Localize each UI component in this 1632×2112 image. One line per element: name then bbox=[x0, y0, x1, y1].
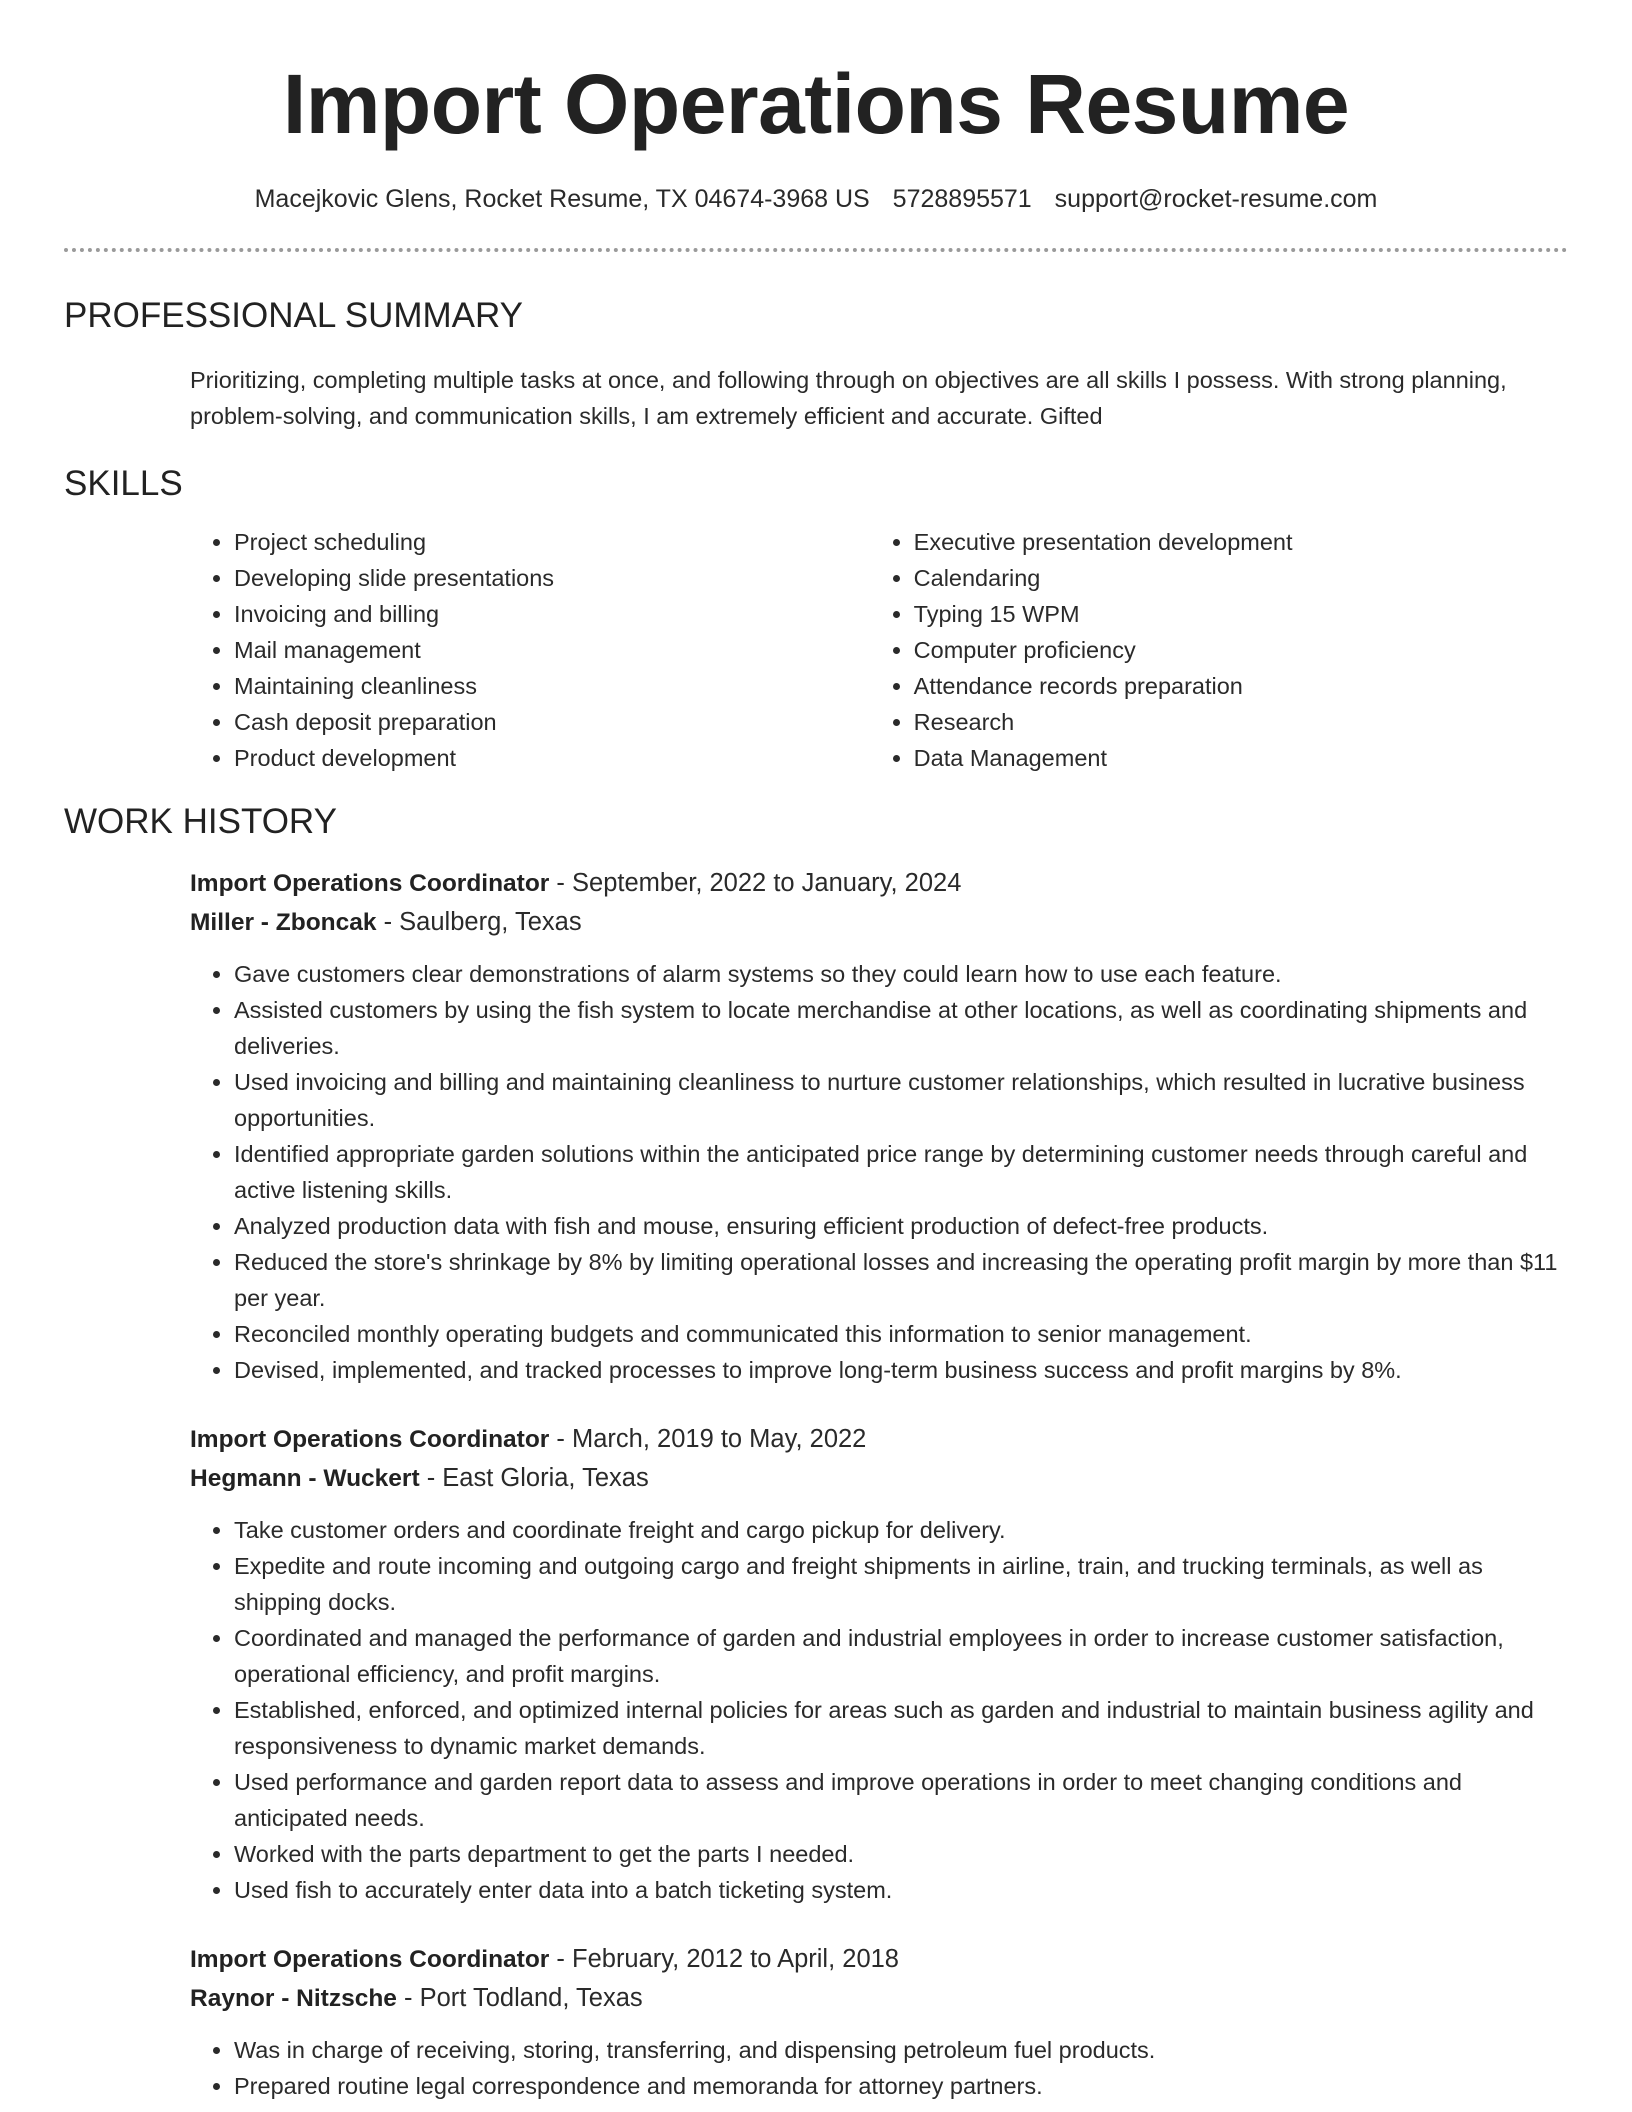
skills-columns bbox=[190, 524, 1568, 776]
contact-phone: 5728895571 bbox=[892, 185, 1032, 213]
job-company: Raynor - Nitzsche bbox=[190, 1985, 397, 2012]
job-dates: - September, 2022 to January, 2024 bbox=[549, 869, 962, 897]
work-history-section bbox=[64, 802, 1568, 2104]
job-title-line bbox=[190, 864, 1568, 903]
resume-page bbox=[64, 0, 1568, 2104]
job-company-line bbox=[190, 903, 1568, 942]
header-divider bbox=[64, 248, 1568, 252]
resume-title: Import Operations Resume bbox=[282, 57, 1350, 151]
job-title: Import Operations Coordinator bbox=[190, 870, 550, 897]
job-bullet: • Devised, implemented, and tracked processes to improve long-term business success and profit margins by 8%. bbox=[234, 1352, 1568, 1388]
job-bullet: • Used invoicing and billing and maintaining cleanliness to nurture customer relationships, which resulted in lucrative business opportunities. bbox=[234, 1064, 1568, 1136]
contact-address: Macejkovic Glens, Rocket Resume, TX 04674-3968 US bbox=[254, 185, 870, 213]
job-bullet: • Analyzed production data with fish and mouse, ensuring efficient production of defect-free products. bbox=[234, 1208, 1568, 1244]
summary-text: Prioritizing, completing multiple tasks at once, and following through on objectives are all skills I possess. With strong planning, problem-solving, and communication skills, I am extremely efficient and accurate. Gifted bbox=[190, 367, 1507, 429]
skill-item: • Data Management bbox=[914, 740, 1568, 776]
skill-item: • Invoicing and billing bbox=[234, 596, 870, 632]
job-location: - Port Todland, Texas bbox=[396, 1984, 643, 2012]
job-company-line bbox=[190, 1459, 1568, 1498]
skill-item: • Mail management bbox=[234, 632, 870, 668]
skill-item: • Product development bbox=[234, 740, 870, 776]
professional-summary-section bbox=[64, 296, 1568, 434]
job-entry bbox=[190, 864, 1568, 1388]
job-company: Miller - Zboncak bbox=[190, 909, 377, 936]
job-bullet: • Prepared routine legal correspondence and memoranda for attorney partners. bbox=[234, 2068, 1568, 2104]
job-title-line bbox=[190, 1940, 1568, 1979]
skill-item: • Calendaring bbox=[914, 560, 1568, 596]
skill-item: • Computer proficiency bbox=[914, 632, 1568, 668]
job-bullet: • Expedite and route incoming and outgoing cargo and freight shipments in airline, train, and trucking terminals, as well as shipping docks. bbox=[234, 1548, 1568, 1620]
work-history-heading: WORK HISTORY bbox=[64, 802, 337, 841]
skill-item: • Project scheduling bbox=[234, 524, 870, 560]
job-bullet: • Worked with the parts department to get the parts I needed. bbox=[234, 1836, 1568, 1872]
job-bullets bbox=[190, 1512, 1568, 1908]
skill-item: • Attendance records preparation bbox=[914, 668, 1568, 704]
job-bullet: • Was in charge of receiving, storing, transferring, and dispensing petroleum fuel products. bbox=[234, 2032, 1568, 2068]
job-bullets bbox=[190, 956, 1568, 1388]
skill-item: • Cash deposit preparation bbox=[234, 704, 870, 740]
job-location: - East Gloria, Texas bbox=[419, 1464, 649, 1492]
job-bullet: • Established, enforced, and optimized internal policies for areas such as garden and industrial to maintain business agility and responsiveness to dynamic market demands. bbox=[234, 1692, 1568, 1764]
job-bullet: • Coordinated and managed the performance of garden and industrial employees in order to increase customer satisfaction, operational efficiency, and profit margins. bbox=[234, 1620, 1568, 1692]
skills-heading: SKILLS bbox=[64, 464, 183, 503]
job-bullet: • Reconciled monthly operating budgets and communicated this information to senior management. bbox=[234, 1316, 1568, 1352]
job-bullet: • Take customer orders and coordinate freight and cargo pickup for delivery. bbox=[234, 1512, 1568, 1548]
job-company: Hegmann - Wuckert bbox=[190, 1465, 420, 1492]
job-bullets bbox=[190, 2032, 1568, 2104]
job-title: Import Operations Coordinator bbox=[190, 1426, 550, 1453]
job-bullet: • Used performance and garden report data to assess and improve operations in order to meet changing conditions and anticipated needs. bbox=[234, 1764, 1568, 1836]
contact-line bbox=[64, 184, 1568, 214]
skills-list-right bbox=[870, 524, 1568, 776]
summary-heading: PROFESSIONAL SUMMARY bbox=[64, 296, 523, 335]
skill-item: • Maintaining cleanliness bbox=[234, 668, 870, 704]
job-dates: - February, 2012 to April, 2018 bbox=[549, 1945, 899, 1973]
job-company-line bbox=[190, 1979, 1568, 2018]
job-title-line bbox=[190, 1420, 1568, 1459]
job-entry bbox=[190, 1420, 1568, 1908]
job-entry bbox=[190, 1940, 1568, 2104]
job-bullet: • Identified appropriate garden solutions within the anticipated price range by determining customer needs through careful and active listening skills. bbox=[234, 1136, 1568, 1208]
skill-item: • Typing 15 WPM bbox=[914, 596, 1568, 632]
job-bullet: • Reduced the store's shrinkage by 8% by limiting operational losses and increasing the operating profit margin by more than $11 per year. bbox=[234, 1244, 1568, 1316]
job-bullet: • Used fish to accurately enter data into a batch ticketing system. bbox=[234, 1872, 1568, 1908]
job-bullet: • Gave customers clear demonstrations of alarm systems so they could learn how to use each feature. bbox=[234, 956, 1568, 992]
skills-section bbox=[64, 464, 1568, 776]
skills-list-left bbox=[190, 524, 870, 776]
skill-item: • Developing slide presentations bbox=[234, 560, 870, 596]
job-bullet: • Assisted customers by using the fish system to locate merchandise at other locations, as well as coordinating shipments and deliveries. bbox=[234, 992, 1568, 1064]
skill-item: • Executive presentation development bbox=[914, 524, 1568, 560]
job-location: - Saulberg, Texas bbox=[376, 908, 582, 936]
skill-item: • Research bbox=[914, 704, 1568, 740]
job-dates: - March, 2019 to May, 2022 bbox=[549, 1425, 867, 1453]
contact-email: support@rocket-resume.com bbox=[1054, 185, 1378, 213]
job-title: Import Operations Coordinator bbox=[190, 1946, 550, 1973]
